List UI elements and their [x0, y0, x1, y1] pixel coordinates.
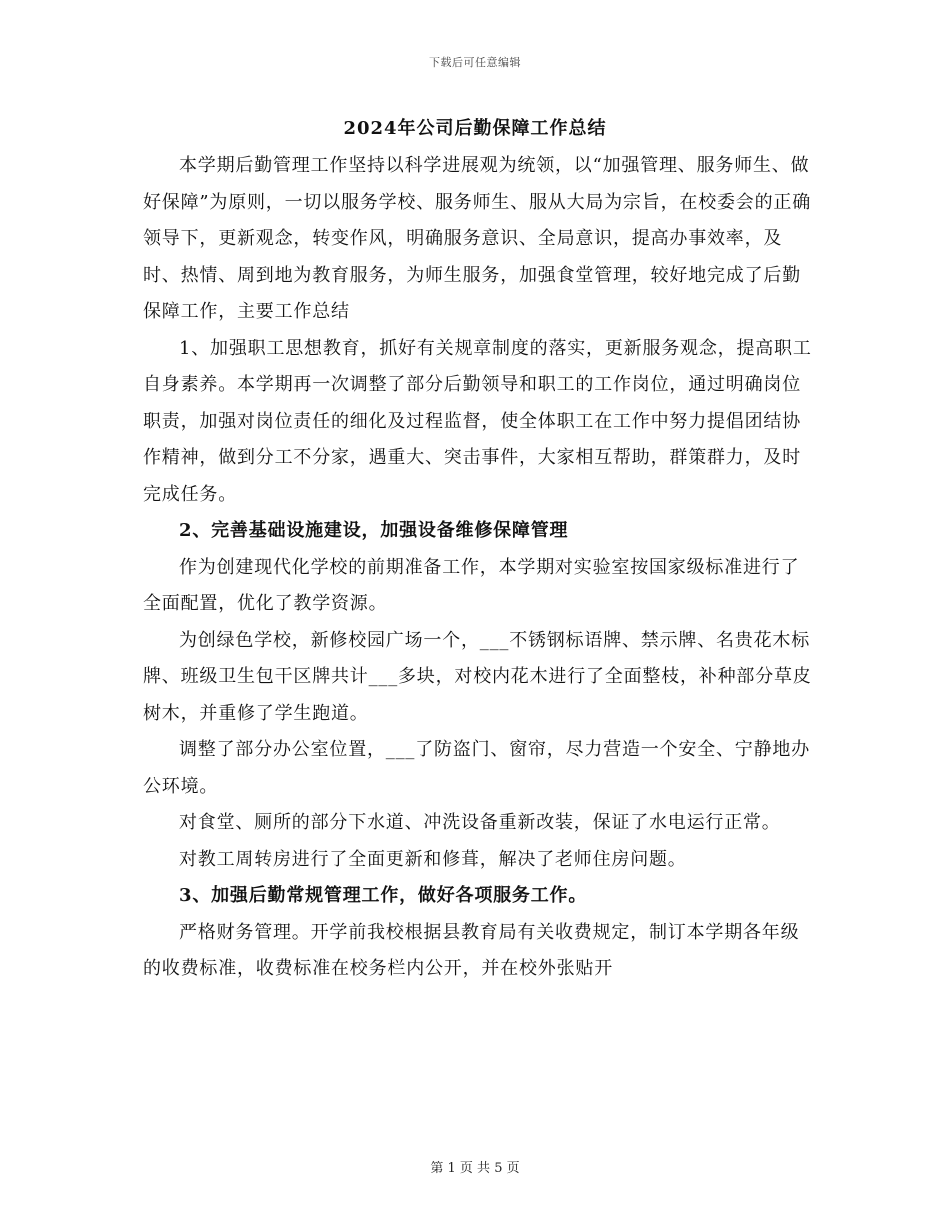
paragraph-housing: 对教工周转房进行了全面更新和修葺，解决了老师住房问题。: [179, 848, 687, 870]
paragraph-lab: 作为创建现代化学校的前期准备工作，本学期对实验室按国家级标准进行了全面配置，优化了教学资源。: [143, 556, 800, 614]
document-body: [143, 148, 813, 988]
section-heading-3: 3、加强后勤常规管理工作，做好各项服务工作。: [179, 885, 588, 906]
paragraph-canteen: 对食堂、厕所的部分下水道、冲洗设备重新改装，保证了水电运行正常。: [179, 812, 781, 833]
document-title: 2024年公司后勤保障工作总结: [343, 118, 607, 139]
paragraph-green-school: 为创绿色学校，新修校园广场一个，___不锈钢标语牌、禁示牌、名贵花木标牌、班级卫生包干区牌共计___多块，对校内花木进行了全面整枝，补种部分草皮树木，并重修了学生跑道。: [143, 629, 812, 724]
paragraph-item-1: 1、加强职工思想教育，抓好有关规章制度的落实，更新服务观念，提高职工自身素养。本学期再一次调整了部分后勤领导和职工的工作岗位，通过明确岗位职责，加强对岗位责任的细化及过程监督，使全体职工在工作中努力提倡团结协作精神，做到分工不分家，遇重大、突击事件，大家相互帮助，群策群力，及时完成任务。: [143, 337, 812, 505]
page-footer: 第 1 页 共 5 页: [430, 1161, 520, 1176]
section-heading-2: 2、完善基础设施建设，加强设备维修保障管理: [179, 520, 569, 541]
page-header: 下载后可任意编辑: [429, 56, 521, 69]
paragraph-finance: 严格财务管理。开学前我校根据县教育局有关收费规定，制订本学期各年级的收费标准，收费标准在校务栏内公开，并在校外张贴开: [143, 921, 800, 979]
paragraph-office: 调整了部分办公室位置，___了防盗门、窗帘，尽力营造一个安全、宁静地办公环境。: [143, 739, 810, 797]
paragraph-intro: 本学期后勤管理工作坚持以科学进展观为统领，以“加强管理、服务师生、做好保障”为原则，一切以服务学校、服务师生、服从大局为宗旨，在校委会的正确领导下，更新观念，转变作风，明确服务意识、全局意识，提高办事效率，及时、热情、周到地为教育服务，为师生服务，加强食堂管理，较好地完成了后勤保障工作，主要工作总结: [143, 155, 811, 322]
